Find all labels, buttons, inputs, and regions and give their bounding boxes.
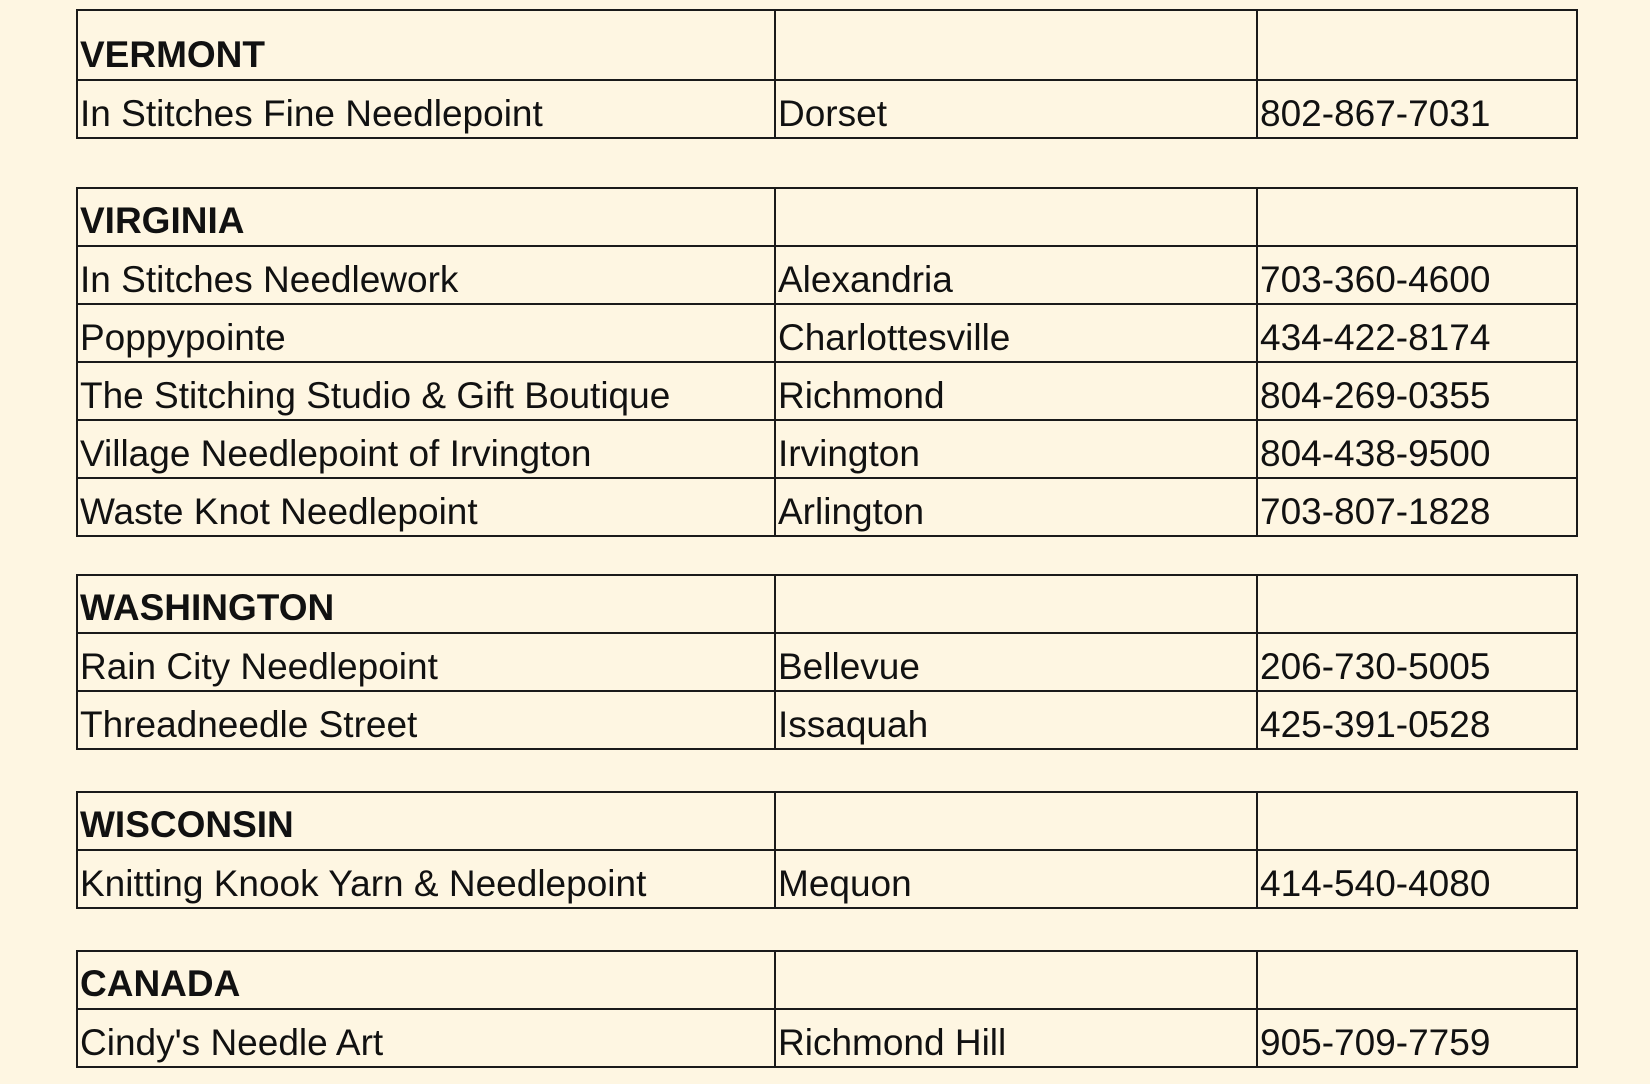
shop-phone: 434-422-8174: [1257, 304, 1577, 362]
empty-cell: [775, 951, 1257, 1009]
shop-name: Poppypointe: [77, 304, 775, 362]
empty-cell: [1257, 792, 1577, 850]
state-name: WISCONSIN: [77, 792, 775, 850]
table-row: [77, 80, 1577, 138]
shop-name: In Stitches Needlework: [77, 246, 775, 304]
shop-city: Alexandria: [775, 246, 1257, 304]
state-table-vermont: [76, 9, 1578, 139]
shop-phone: 425-391-0528: [1257, 691, 1577, 749]
table-row: [77, 1009, 1577, 1067]
state-header-row: [77, 792, 1577, 850]
shop-name: In Stitches Fine Needlepoint: [77, 80, 775, 138]
empty-cell: [775, 188, 1257, 246]
table-row: [77, 304, 1577, 362]
table-row: [77, 420, 1577, 478]
state-name: VIRGINIA: [77, 188, 775, 246]
state-name: VERMONT: [77, 10, 775, 80]
shop-name: Rain City Needlepoint: [77, 633, 775, 691]
state-table-washington: [76, 574, 1578, 750]
shop-city: Richmond Hill: [775, 1009, 1257, 1067]
shop-city: Dorset: [775, 80, 1257, 138]
table-row: [77, 850, 1577, 908]
shop-name: The Stitching Studio & Gift Boutique: [77, 362, 775, 420]
shop-phone: 804-269-0355: [1257, 362, 1577, 420]
shop-city: Bellevue: [775, 633, 1257, 691]
state-table-wisconsin: [76, 791, 1578, 909]
shop-name: Village Needlepoint of Irvington: [77, 420, 775, 478]
shop-phone: 802-867-7031: [1257, 80, 1577, 138]
empty-cell: [1257, 575, 1577, 633]
shop-phone: 804-438-9500: [1257, 420, 1577, 478]
table-row: [77, 691, 1577, 749]
shop-name: Threadneedle Street: [77, 691, 775, 749]
state-table-canada: [76, 950, 1578, 1068]
shop-phone: 905-709-7759: [1257, 1009, 1577, 1067]
empty-cell: [1257, 951, 1577, 1009]
empty-cell: [775, 792, 1257, 850]
table-row: [77, 246, 1577, 304]
state-table-virginia: [76, 187, 1578, 537]
state-header-row: [77, 575, 1577, 633]
state-header-row: [77, 951, 1577, 1009]
shop-name: Cindy's Needle Art: [77, 1009, 775, 1067]
state-name: WASHINGTON: [77, 575, 775, 633]
table-row: [77, 633, 1577, 691]
shop-city: Richmond: [775, 362, 1257, 420]
state-header-row: [77, 10, 1577, 80]
table-row: [77, 478, 1577, 536]
shop-name: Waste Knot Needlepoint: [77, 478, 775, 536]
state-header-row: [77, 188, 1577, 246]
shop-phone: 703-807-1828: [1257, 478, 1577, 536]
empty-cell: [775, 575, 1257, 633]
empty-cell: [1257, 188, 1577, 246]
shop-phone: 414-540-4080: [1257, 850, 1577, 908]
table-row: [77, 362, 1577, 420]
shop-name: Knitting Knook Yarn & Needlepoint: [77, 850, 775, 908]
shop-city: Charlottesville: [775, 304, 1257, 362]
state-name: CANADA: [77, 951, 775, 1009]
empty-cell: [1257, 10, 1577, 80]
shop-phone: 206-730-5005: [1257, 633, 1577, 691]
shop-phone: 703-360-4600: [1257, 246, 1577, 304]
shop-city: Irvington: [775, 420, 1257, 478]
shop-city: Arlington: [775, 478, 1257, 536]
empty-cell: [775, 10, 1257, 80]
shop-city: Mequon: [775, 850, 1257, 908]
shop-city: Issaquah: [775, 691, 1257, 749]
